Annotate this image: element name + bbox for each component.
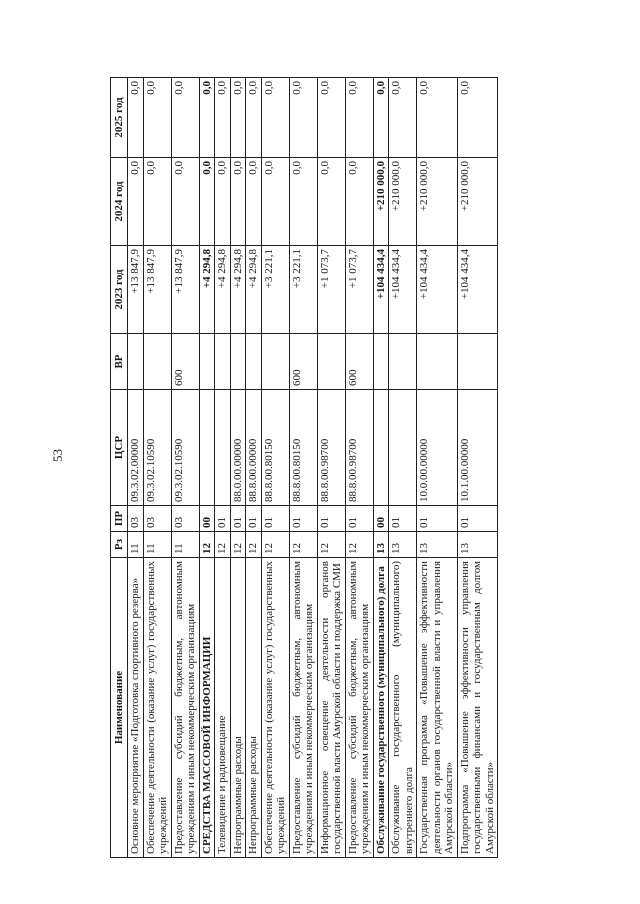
row-2024: 0,0 xyxy=(143,158,171,246)
row-2025: 0,0 xyxy=(215,78,231,158)
row-name: Непрограммные расходы xyxy=(246,558,262,858)
row-pr: 01 xyxy=(345,506,373,532)
row-name: Информационное освещение деятельности органов государственной власти Амурской области и поддержка СМИ xyxy=(317,558,345,858)
row-name: Предоставление субсидий бюджетным, автономным учреждениям и иным некоммерческим организациям xyxy=(345,558,373,858)
row-2024: 0,0 xyxy=(199,158,215,246)
row-rz: 12 xyxy=(345,532,373,558)
row-2024: 0,0 xyxy=(230,158,246,246)
row-csr xyxy=(373,390,389,506)
row-2024: 0,0 xyxy=(345,158,373,246)
row-2024: 0,0 xyxy=(171,158,199,246)
row-csr: 88.8.00.98700 xyxy=(345,390,373,506)
row-name: Телевидение и радиовещание xyxy=(215,558,231,858)
row-pr: 01 xyxy=(457,506,498,532)
table-row xyxy=(199,78,215,858)
table-row xyxy=(261,78,289,858)
row-rz: 13 xyxy=(457,532,498,558)
row-2023: +104 434,4 xyxy=(457,246,498,334)
row-name: Предоставление субсидий бюджетным, автономным учреждениям и иным некоммерческим организациям xyxy=(289,558,317,858)
row-2023: +3 221,1 xyxy=(289,246,317,334)
row-csr: 88.0.00.00000 xyxy=(230,390,246,506)
row-vr xyxy=(417,334,458,390)
row-2025: 0,0 xyxy=(289,78,317,158)
row-rz: 12 xyxy=(289,532,317,558)
row-name: Обслуживание государственного (муниципального) внутреннего долга xyxy=(389,558,417,858)
row-name: Основное мероприятие «Подготовка спортивного резерва» xyxy=(128,558,144,858)
table-row xyxy=(389,78,417,858)
row-2025: 0,0 xyxy=(246,78,262,158)
row-rz: 12 xyxy=(215,532,231,558)
row-2025: 0,0 xyxy=(230,78,246,158)
header-vr: ВР xyxy=(111,334,128,390)
header-pr: ПР xyxy=(111,506,128,532)
table-row xyxy=(345,78,373,858)
row-2025: 0,0 xyxy=(373,78,389,158)
row-2024: 0,0 xyxy=(215,158,231,246)
row-csr: 88.8.00.80150 xyxy=(289,390,317,506)
page-number: 53 xyxy=(50,449,65,462)
row-2025: 0,0 xyxy=(143,78,171,158)
row-csr xyxy=(389,390,417,506)
row-pr: 03 xyxy=(143,506,171,532)
row-2025: 0,0 xyxy=(199,78,215,158)
row-pr: 00 xyxy=(373,506,389,532)
row-2025: 0,0 xyxy=(389,78,417,158)
row-rz: 13 xyxy=(389,532,417,558)
row-2024: 0,0 xyxy=(246,158,262,246)
row-name: Обеспечение деятельности (оказание услуг) государственных учреждений xyxy=(261,558,289,858)
table-row xyxy=(128,78,144,858)
row-name: Подпрограмма «Повышение эффективности управления государственными финансами и государственным долгом Амурской области» xyxy=(457,558,498,858)
table-row xyxy=(417,78,458,858)
row-2024: 0,0 xyxy=(317,158,345,246)
row-vr xyxy=(143,334,171,390)
row-2023: +104 434,4 xyxy=(389,246,417,334)
row-name: СРЕДСТВА МАССОВОЙ ИНФОРМАЦИИ xyxy=(199,558,215,858)
row-csr: 10.0.00.00000 xyxy=(417,390,458,506)
row-rz: 13 xyxy=(417,532,458,558)
row-2023: +104 434,4 xyxy=(417,246,458,334)
row-2024: 0,0 xyxy=(128,158,144,246)
row-2023: +13 847,9 xyxy=(128,246,144,334)
row-2025: 0,0 xyxy=(317,78,345,158)
row-pr: 03 xyxy=(171,506,199,532)
row-2024: +210 000,0 xyxy=(373,158,389,246)
row-name: Обслуживание государственного (муниципального) долга xyxy=(373,558,389,858)
row-rz: 12 xyxy=(317,532,345,558)
header-name: Наименование xyxy=(111,558,128,858)
row-vr: 600 xyxy=(171,334,199,390)
row-csr: 09.3.02.10590 xyxy=(143,390,171,506)
row-2025: 0,0 xyxy=(457,78,498,158)
row-csr: 09.3.02.00000 xyxy=(128,390,144,506)
row-pr: 00 xyxy=(199,506,215,532)
row-vr xyxy=(389,334,417,390)
header-2025: 2025 год xyxy=(111,78,128,158)
row-2025: 0,0 xyxy=(261,78,289,158)
row-pr: 01 xyxy=(215,506,231,532)
row-csr xyxy=(199,390,215,506)
row-vr xyxy=(246,334,262,390)
row-2023: +13 847,9 xyxy=(171,246,199,334)
row-rz: 11 xyxy=(171,532,199,558)
row-rz: 12 xyxy=(199,532,215,558)
row-2025: 0,0 xyxy=(345,78,373,158)
row-2025: 0,0 xyxy=(417,78,458,158)
table-row xyxy=(246,78,262,858)
table-row xyxy=(317,78,345,858)
row-csr: 10.1.00.00000 xyxy=(457,390,498,506)
table-row xyxy=(289,78,317,858)
table-row xyxy=(457,78,498,858)
row-vr xyxy=(128,334,144,390)
row-vr xyxy=(373,334,389,390)
row-csr: 88.8.00.00000 xyxy=(246,390,262,506)
row-csr xyxy=(215,390,231,506)
row-vr: 600 xyxy=(289,334,317,390)
row-2024: 0,0 xyxy=(261,158,289,246)
row-vr xyxy=(230,334,246,390)
table-row xyxy=(373,78,389,858)
row-pr: 01 xyxy=(389,506,417,532)
row-2024: +210 000,0 xyxy=(417,158,458,246)
row-2024: +210 000,0 xyxy=(457,158,498,246)
row-rz: 12 xyxy=(261,532,289,558)
row-2025: 0,0 xyxy=(171,78,199,158)
row-name: Непрограммные расходы xyxy=(230,558,246,858)
table-row xyxy=(143,78,171,858)
table-row xyxy=(171,78,199,858)
row-vr: 600 xyxy=(345,334,373,390)
row-2024: +210 000,0 xyxy=(389,158,417,246)
row-pr: 01 xyxy=(289,506,317,532)
row-name: Государственная программа «Повышение эффективности деятельности органов государственной власти и управления Амурской области» xyxy=(417,558,458,858)
table-header-row xyxy=(111,78,128,858)
row-pr: 01 xyxy=(230,506,246,532)
row-pr: 01 xyxy=(317,506,345,532)
table-row xyxy=(230,78,246,858)
header-2024: 2024 год xyxy=(111,158,128,246)
row-2023: +4 294,8 xyxy=(215,246,231,334)
row-rz: 12 xyxy=(230,532,246,558)
row-vr xyxy=(215,334,231,390)
row-vr xyxy=(457,334,498,390)
header-2023: 2023 год xyxy=(111,246,128,334)
row-csr: 09.3.02.10590 xyxy=(171,390,199,506)
row-vr xyxy=(199,334,215,390)
row-rz: 12 xyxy=(246,532,262,558)
budget-table xyxy=(110,77,498,858)
table-row xyxy=(215,78,231,858)
row-pr: 01 xyxy=(261,506,289,532)
row-vr xyxy=(261,334,289,390)
row-pr: 03 xyxy=(128,506,144,532)
row-pr: 01 xyxy=(417,506,458,532)
row-2023: +104 434,4 xyxy=(373,246,389,334)
row-name: Предоставление субсидий бюджетным, автономным учреждениям и иным некоммерческим организациям xyxy=(171,558,199,858)
row-2023: +3 221,1 xyxy=(261,246,289,334)
row-vr xyxy=(317,334,345,390)
header-rz: Рз xyxy=(111,532,128,558)
row-2024: 0,0 xyxy=(289,158,317,246)
row-2025: 0,0 xyxy=(128,78,144,158)
row-2023: +4 294,8 xyxy=(230,246,246,334)
row-2023: +1 073,7 xyxy=(317,246,345,334)
row-2023: +13 847,9 xyxy=(143,246,171,334)
row-2023: +4 294,8 xyxy=(199,246,215,334)
row-rz: 11 xyxy=(128,532,144,558)
row-csr: 88.8.00.98700 xyxy=(317,390,345,506)
row-pr: 01 xyxy=(246,506,262,532)
row-csr: 88.8.00.80150 xyxy=(261,390,289,506)
header-csr: ЦСР xyxy=(111,390,128,506)
rotated-page-content xyxy=(110,78,530,858)
row-2023: +1 073,7 xyxy=(345,246,373,334)
row-rz: 11 xyxy=(143,532,171,558)
row-rz: 13 xyxy=(373,532,389,558)
row-2023: +4 294,8 xyxy=(246,246,262,334)
row-name: Обеспечение деятельности (оказание услуг) государственных учреждений xyxy=(143,558,171,858)
